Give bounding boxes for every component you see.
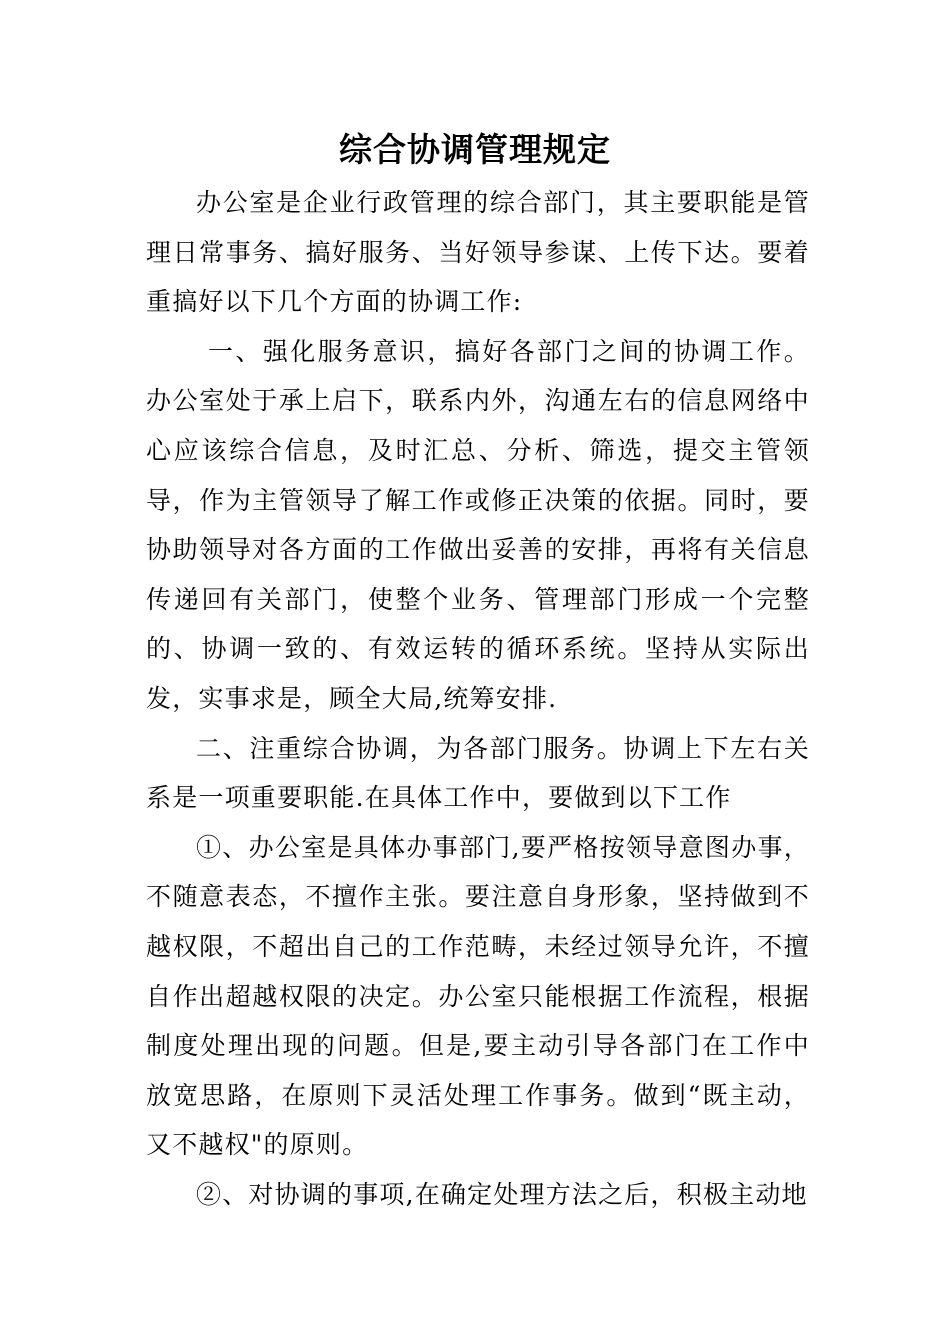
document-title: 综合协调管理规定: [339, 130, 611, 169]
paragraph-section-one: 一、强化服务意识，搞好各部门之间的协调工作。办公室处于承上启下，联系内外，沟通左右的信息网络中心应该综合信息，及时汇总、分析、筛选，提交主管领导，作为主管领导了解工作或修正决策的依据。同时，要协助领导对各方面的工作做出妥善的安排，再将有关信息传递回有关部门，使整个业务、管理部门形成一个完整的、协调一致的、有效运转的循环系统。坚持从实际出发，实事求是，顾全大局,统筹安排.: [146, 336, 810, 713]
paragraph-intro: 办公室是企业行政管理的综合部门，其主要职能是管理日常事务、搞好服务、当好领导参谋、上传下达。要着重搞好以下几个方面的协调工作:: [146, 188, 810, 317]
paragraph-section-two: 二、注重综合协调，为各部门服务。协调上下左右关系是一项重要职能.在具体工作中，要做到以下工作: [146, 733, 810, 813]
document-body: [146, 178, 810, 1219]
paragraph-item-one: ①、办公室是具体办事部门,要严格按领导意图办事，不随意表态，不擅作主张。要注意自身形象，坚持做到不越权限，不超出自己的工作范畴，未经过领导允许，不擅自作出超越权限的决定。办公室只能根据工作流程，根据制度处理出现的问题。但是,要主动引导各部门在工作中放宽思路，在原则下灵活处理工作事务。做到“既主动，又不越权"的原则。: [146, 832, 810, 1160]
paragraph-item-two: ②、对协调的事项,在确定处理方法之后，积极主动地: [196, 1179, 808, 1209]
